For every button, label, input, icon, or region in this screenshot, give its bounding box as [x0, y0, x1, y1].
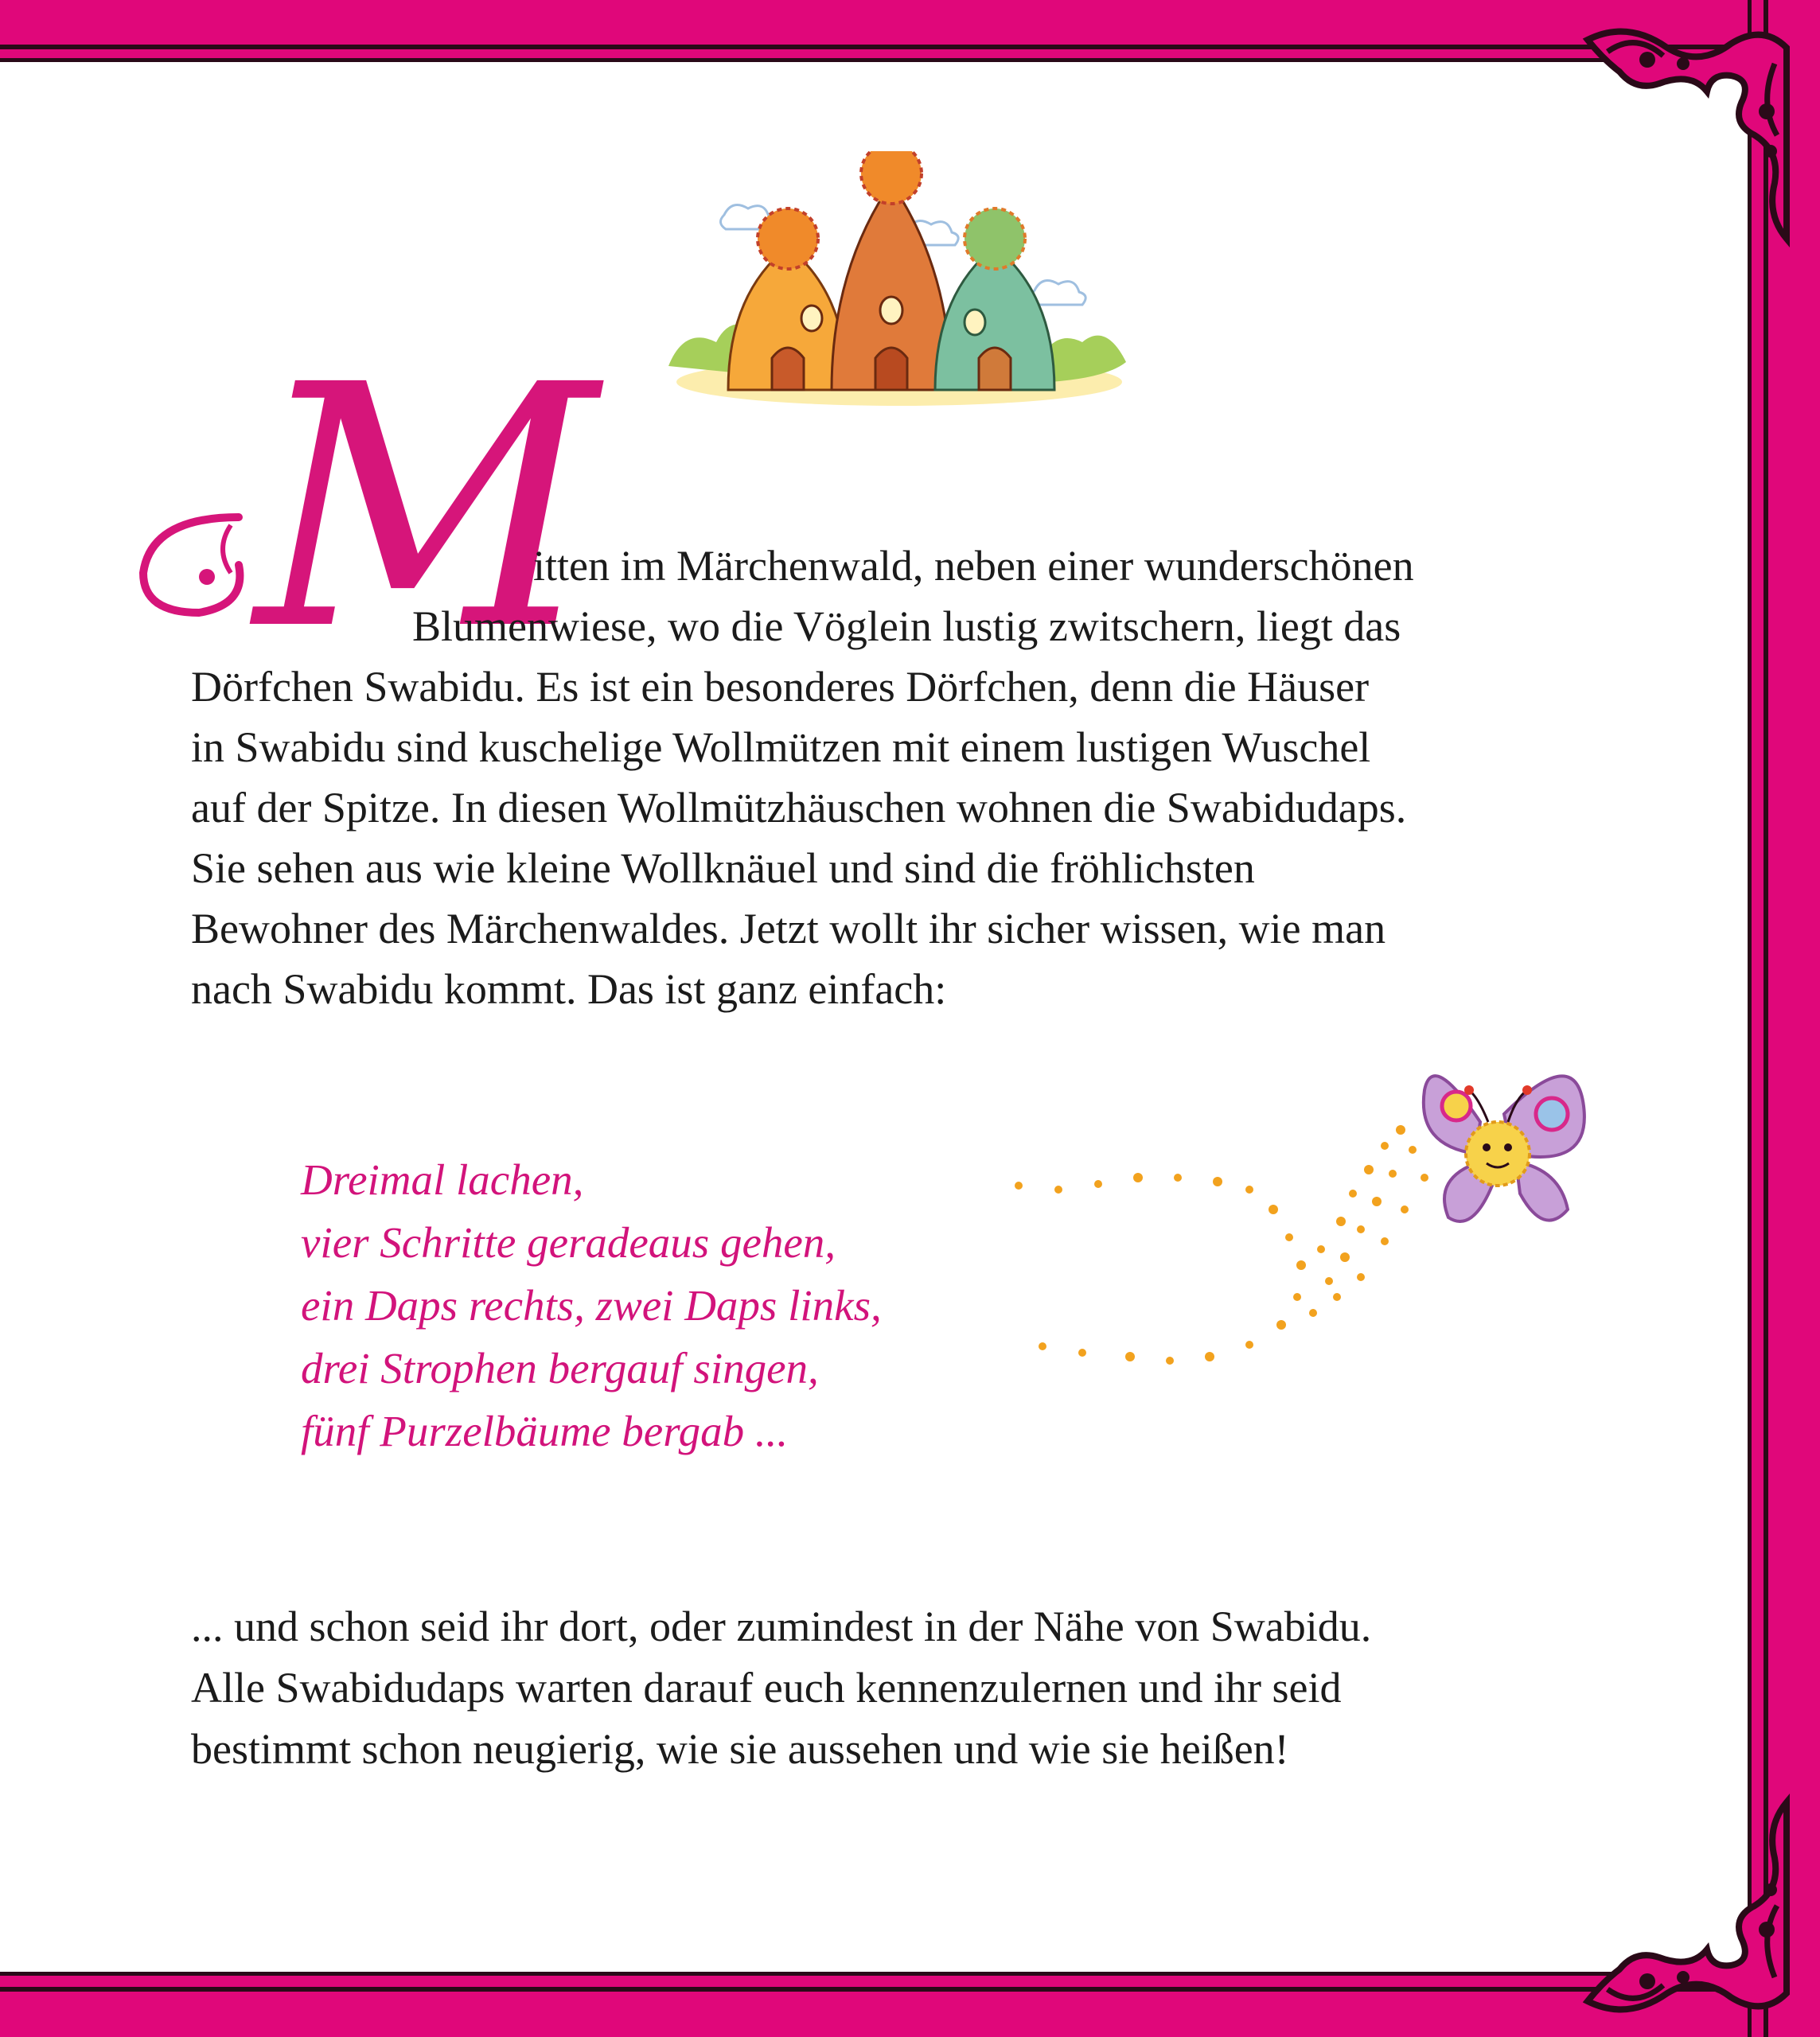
intro-line: Sie sehen aus wie kleine Wollknäuel und sind die fröhlichsten	[191, 844, 1255, 892]
intro-line: itten im Märchenwald, neben einer wunderschönen	[533, 542, 1414, 590]
verse-line: ein Daps rechts, zwei Daps links,	[301, 1281, 882, 1330]
verse-line: fünf Purzelbäume bergab ...	[301, 1407, 789, 1455]
verse-line: drei Strophen bergauf singen,	[301, 1344, 819, 1392]
frame-right-border	[1748, 0, 1820, 2037]
closing-line: Alle Swabidudaps warten darauf euch kennenzulernen und ihr seid	[191, 1664, 1342, 1712]
corner-ornament-icon	[1572, 1786, 1810, 2025]
verse-block	[301, 1148, 882, 1463]
frame-top-border	[0, 0, 1820, 62]
wool-hat-houses-illustration	[653, 151, 1138, 422]
intro-line: Bewohner des Märchenwaldes. Jetzt wollt ihr sicher wissen, wie man	[191, 905, 1386, 952]
corner-ornament-icon	[1572, 16, 1810, 255]
frame-top-line	[0, 45, 1820, 49]
intro-line: in Swabidu sind kuschelige Wollmützen mit einem lustigen Wuschel	[191, 723, 1371, 771]
verse-line: Dreimal lachen,	[301, 1155, 584, 1204]
frame-right-line	[1763, 0, 1768, 2037]
drop-cap-letter: M	[255, 314, 598, 703]
verse-line: vier Schritte geradeaus gehen,	[301, 1218, 836, 1267]
intro-line: Blumenwiese, wo die Vöglein lustig zwitschern, liegt das	[412, 602, 1401, 650]
closing-line: ... und schon seid ihr dort, oder zumindest in der Nähe von Swabidu.	[191, 1603, 1372, 1650]
intro-line: Dörfchen Swabidu. Es ist ein besonderes Dörfchen, denn die Häuser	[191, 663, 1370, 711]
frame-bottom-border	[0, 1972, 1820, 2037]
intro-line: auf der Spitze. In diesen Wollmützhäuschen wohnen die Swabidudaps.	[191, 784, 1407, 832]
closing-line: bestimmt schon neugierig, wie sie aussehen und wie sie heißen!	[191, 1725, 1289, 1773]
frame-bottom-line	[0, 1987, 1820, 1992]
butterfly-fairy-illustration	[987, 1058, 1608, 1424]
intro-line: nach Swabidu kommt. Das ist ganz einfach:	[191, 965, 947, 1013]
closing-paragraph	[191, 1596, 1371, 1780]
